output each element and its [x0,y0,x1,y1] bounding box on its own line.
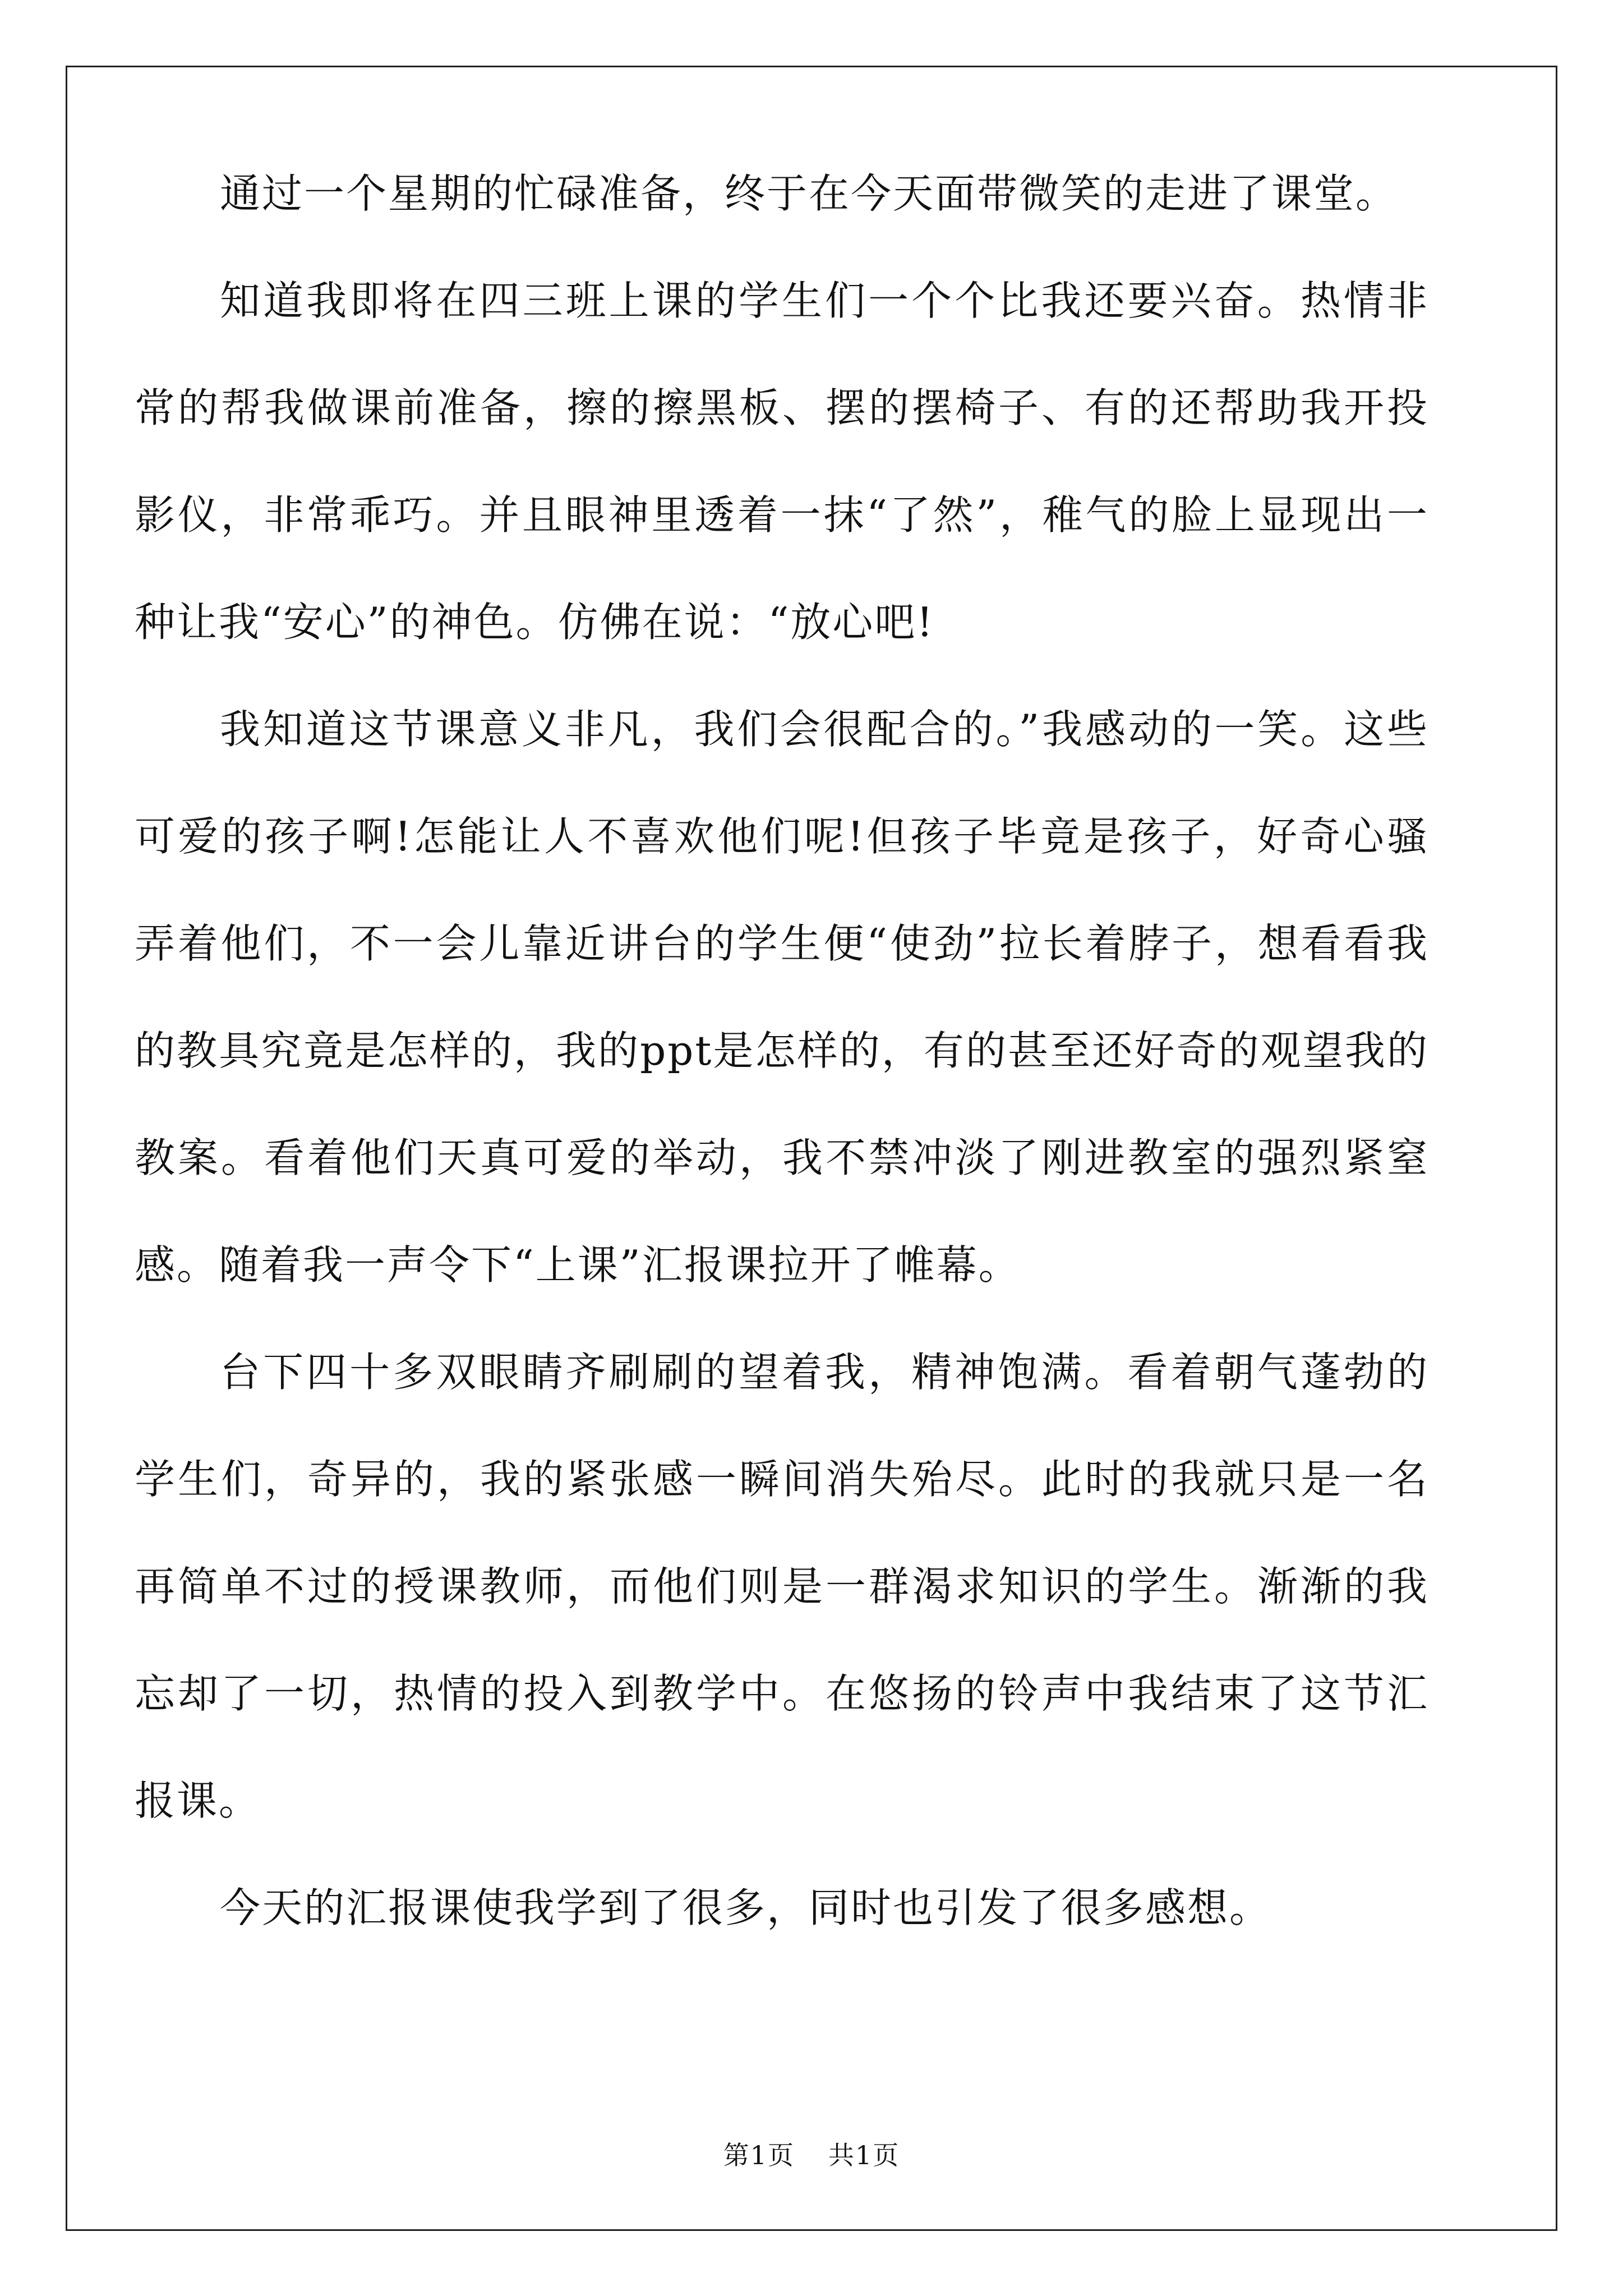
paragraph-2: 知道我即将在四三班上课的学生们一个个比我还要兴奋。热情非常的帮我做课前准备，擦的擦黑板、摆的摆椅子、有的还帮助我开投影仪，非常乖巧。并且眼神里透着一抹“了然”，稚气的脸上显现出一种让我“安心”的神色。仿佛在说：“放心吧! [135,277,1429,646]
paragraph-4: 台下四十多双眼睛齐刷刷的望着我，精神饱满。看着朝气蓬勃的学生们，奇异的，我的紧张感一瞬间消失殆尽。此时的我就只是一名再简单不过的授课教师，而他们则是一群渴求知识的学生。渐渐的我忘却了一切，热情的投入到教学中。在悠扬的铃声中我结束了这节汇报课。 [135,1349,1429,1824]
document-body [135,140,1429,1962]
page-footer [0,2138,1623,2172]
paragraph-1: 通过一个星期的忙碌准备，终于在今天面带微笑的走进了课堂。 [220,170,1398,217]
page-number-current: 第1页 [723,2140,795,2170]
paragraph-3: 我知道这节课意义非凡，我们会很配合的。”我感动的一笑。这些可爱的孩子啊!怎能让人不喜欢他们呢!但孩子毕竟是孩子，好奇心骚弄着他们，不一会儿靠近讲台的学生便“使劲”拉长着脖子，想看看我的教具究竟是怎样的，我的ppt是怎样的，有的甚至还好奇的观望我的教案。看着他们天真可爱的举动，我不禁冲淡了刚进教室的强烈紧窒感。随着我一声令下“上课”汇报课拉开了帷幕。 [135,706,1429,1289]
paragraph-5: 今天的汇报课使我学到了很多，同时也引发了很多感想。 [220,1884,1272,1931]
page-number-total: 共1页 [828,2140,900,2170]
